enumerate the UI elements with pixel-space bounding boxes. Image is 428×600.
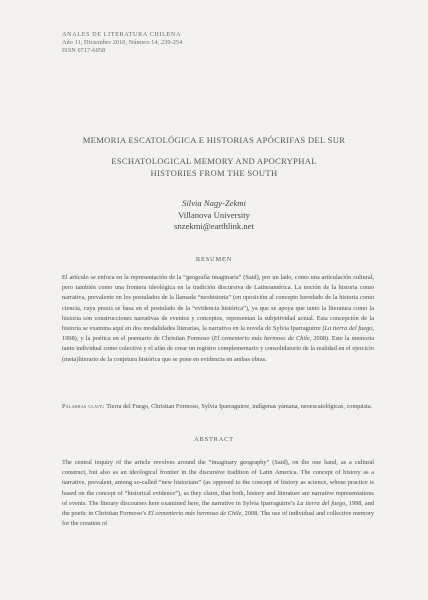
resumen-title-2: El cementerio más hermoso de Chile bbox=[213, 335, 310, 343]
abstract-title-2: El cementerio más hermoso de Chile bbox=[148, 510, 242, 518]
abstract-paragraph bbox=[62, 458, 374, 529]
journal-header bbox=[62, 31, 182, 55]
title-english-line-1: ESCHATOLOGICAL MEMORY AND APOCRYPHAL bbox=[111, 156, 317, 166]
resumen-paragraph bbox=[62, 273, 374, 365]
author-name: Silvia Nagy-Zekmi bbox=[182, 198, 246, 208]
title-spanish: MEMORIA ESCATOLÓGICA E HISTORIAS APÓCRIFAS DEL SUR bbox=[82, 135, 346, 145]
keywords-label: Palabras clave: bbox=[62, 403, 105, 410]
journal-name: ANALES DE LITERATURA CHILENA bbox=[62, 31, 182, 38]
resumen-text-a: El artículo se enfoca en la representación de la “geografía imaginaria” (Said), por un lado, como una articulación cultural, pero también como una frontera ideológica en la tradición discursiva de Latinoamérica. La noción de la historia como narrativa, prevalente en los postulados de la llamada “neohistoria” (en oposición al concepto heredado de la historia como ciencia, cuya praxis se basa en el postulado de la “evidencia histórica”), ya que se apoya que tanto la literatura como la historia son construcciones narrativas de eventos y conceptos, representan la subjetividad actual. Esta concepción de la historia se examina aquí en dos modalidades literarias, la narrativa en la novela de Sylvia Iparraguirre ( bbox=[62, 274, 374, 333]
abstract-text-c: , 2008. The use of individual and collective memory for the creation of bbox=[62, 510, 374, 528]
author-block bbox=[0, 198, 428, 233]
abstract-text-a: The central inquiry of the article revolves around the “imaginary geography” (Said), on the one hand, as a cultural construct, but also as an ideological frontier in the discursive tradition of Latin America. The concept of history as a narrative, prevalent, among so-called “new historians” (as opposed to the concept of history as science, whose practice is based on the concept of “historical evidence”), as they claim, that both, history and literature are narrative representations of events. The literary discourses here examined here, the narrative in Sylvia Iparraguirre’s bbox=[62, 459, 374, 507]
resumen-title-1: La tierra del fuego bbox=[324, 325, 373, 333]
abstract-text-b: , 1998, and the poetic in Christian Formoso’s bbox=[62, 499, 374, 518]
journal-issue: Año 11, Diciembre 2010, Número 14, 239-254 bbox=[62, 39, 183, 46]
abstract-heading: ABSTRACT bbox=[194, 436, 234, 443]
keywords-paragraph bbox=[62, 402, 374, 412]
resumen-text-c: , 2008). Este la memoria tanto individual como colectiva y el afán de crear un registro complementario y consolidatorio de la realidad en el ejercicio (meta)literario de la conjetura histórica que se pone en evidencia en ambas obras. bbox=[62, 335, 374, 363]
abstract-title-1: La tierra del fuego bbox=[296, 499, 346, 507]
author-email: snzekmi@earthlink.net bbox=[174, 221, 254, 231]
title-english bbox=[0, 155, 428, 179]
journal-issn: ISSN 0717-6058 bbox=[62, 47, 106, 54]
keywords-text: Tierra del Fuego, Christian Formoso, Sylvia Iparraguirre, indígenas yámana, neoescatológicas, conquista. bbox=[106, 403, 373, 410]
author-affiliation: Villanova University bbox=[178, 209, 250, 220]
title-english-line-2: HISTORIES FROM THE SOUTH bbox=[150, 168, 278, 178]
resumen-text-b: , 1998), y la poética en el poemario de Christian Formoso ( bbox=[62, 325, 375, 343]
resumen-heading: RESUMEN bbox=[195, 256, 233, 263]
